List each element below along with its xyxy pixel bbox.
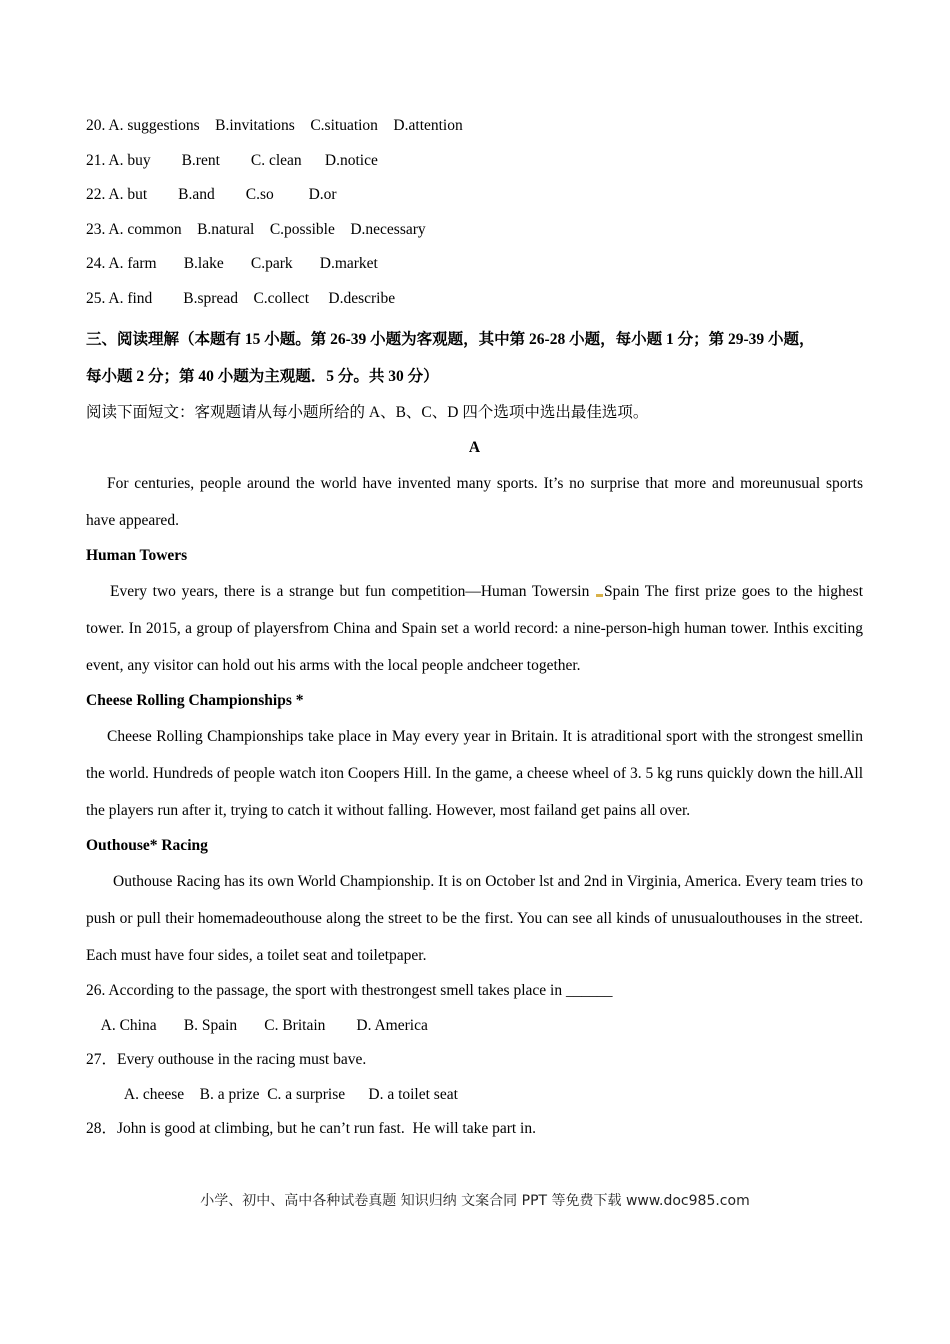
document-body [86,114,863,1147]
section-title [86,321,863,395]
question-26: 26. According to the passage, the sport with thestrongest smell takes place in ______ [86,982,613,999]
human-towers-text-a: Every two years, there is a strange but fun competition—Human Towersin [110,583,596,600]
reading-instruction: 阅读下面短文：客观题请从每小题所给的 A、B、C、D 四个选项中选出最佳选项。 [86,404,649,421]
option-row-20: 20. A. suggestions B.invitations C.situation D.attention [86,117,463,134]
question-28: 28．John is good at climbing, but he can’t run fast. He will take part in. [86,1120,536,1137]
cheese-rolling-text: Cheese Rolling Championships take place in May every year in Britain. It is atraditional sport with the strongest smellin the world. Hundreds of people watch iton Coopers Hill. In the game, a cheese wheel of 3. 5 kg runs quickly down the hill.All the players run after it, trying to catch it without falling. However, most failand get pains all over. [86,728,863,819]
human-towers-title: Human Towers [86,547,188,564]
section-title-line2: 每小题 2 分；第 40 小题为主观题．5 分。共 30 分） [86,368,439,385]
question-27-options: A. cheese B. a prize C. a surprise D. a toilet seat [86,1085,458,1103]
human-towers-text-b: Spain The first prize goes to the highest tower. In 2015, a group of playersfrom China and Spain set a world record: a nine-person-high human tower. Inthis exciting event, any visitor can hold out his arms with the local people andcheer together. [86,583,863,674]
option-row-21: 21. A. buy B.rent C. clean D.notice [86,151,378,169]
passage-label: A [468,439,481,456]
option-row-24: 24. A. farm B.lake C.park D.market [86,255,378,272]
section-title-line1: 三、阅读理解（本题有 15 小题。第 26-39 小题为客观题，其中第 26-28 小题，每小题 1 分；第 29-39 小题， [86,331,815,348]
cheese-rolling-title: Cheese Rolling Championships * [86,692,304,709]
highlight-mark-icon [596,594,603,597]
outhouse-racing-title: Outhouse* Racing [86,837,208,854]
question-27: 27．Every outhouse in the racing must bave. [86,1051,367,1068]
outhouse-racing-text: Outhouse Racing has its own World Championship. It is on October lst and 2nd in Virginia, America. Every team tries to push or pull their homemadeouthouse along the street to be the first. You can see all kinds of unusualouthouses in the street. Each must have four sides, a toilet seat and toiletpaper. [86,873,863,964]
page-footer: 小学、初中、高中各种试卷真题 知识归纳 文案合同 PPT 等免费下载 www.doc985.com [200,1193,750,1209]
question-26-options: A. China B. Spain C. Britain D. America [86,1016,428,1034]
human-towers-text [86,573,863,684]
option-row-25: 25. A. find B.spread C.collect D.describe [86,289,396,307]
option-row-23: 23. A. common B.natural C.possible D.necessary [86,220,426,238]
cloze-options [86,114,863,311]
passage-intro: For centuries, people around the world have invented many sports. It’s no surprise that more and moreunusual sports have appeared. [86,475,863,529]
option-row-22: 22. A. but B.and C.so D.or [86,186,337,203]
